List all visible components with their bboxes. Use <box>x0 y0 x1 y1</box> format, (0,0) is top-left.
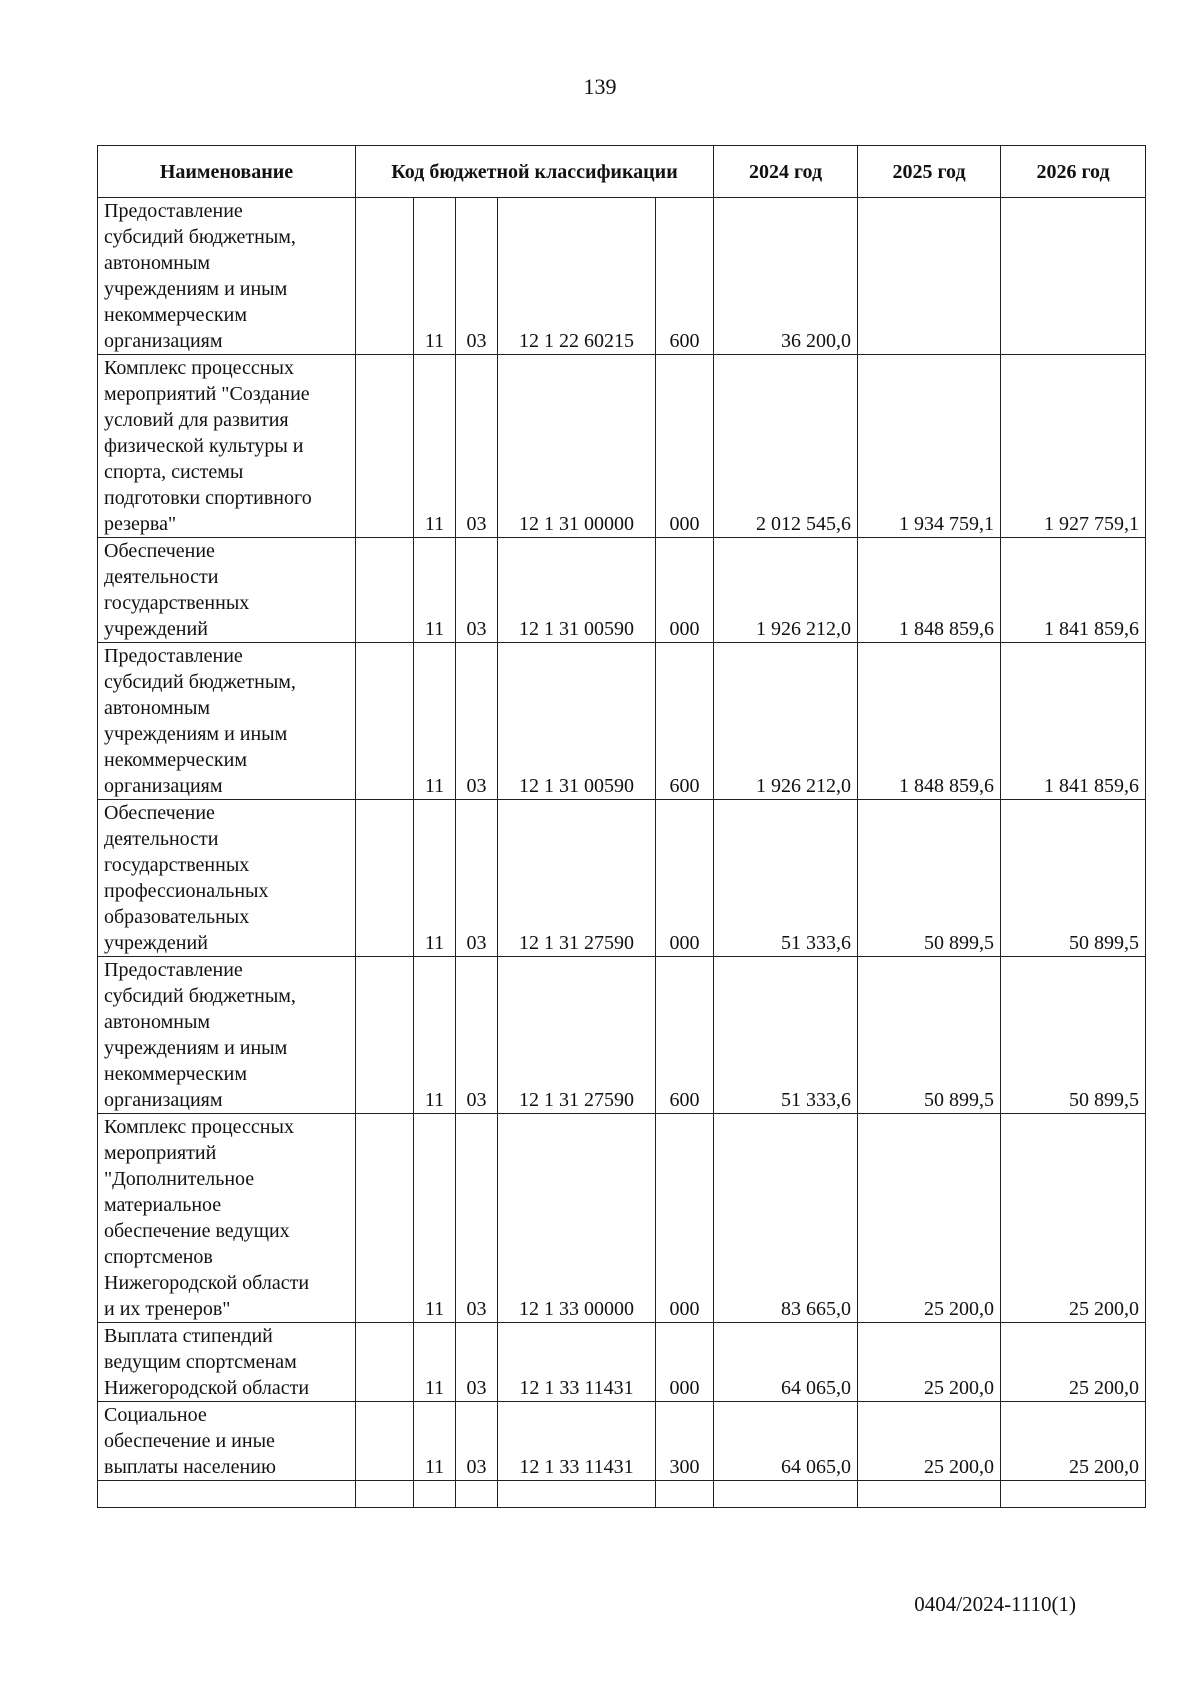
row-name-line: Предоставление <box>104 645 243 667</box>
row-name-line: и их тренеров" <box>104 1298 231 1320</box>
row-name-line: "Дополнительное <box>104 1168 255 1190</box>
value-2025: 50 899,5 <box>858 957 1001 1114</box>
row-name-line: Комплекс процессных <box>104 1116 294 1138</box>
row-name-line: мероприятий <box>104 1142 217 1164</box>
table-row <box>98 1402 1146 1481</box>
target-article-code: 12 1 31 00000 <box>498 355 656 538</box>
blank-cell <box>714 1481 858 1508</box>
table-row <box>98 957 1146 1114</box>
expense-type-code: 000 <box>656 800 714 957</box>
section-code: 11 <box>414 198 456 355</box>
value-2025: 1 848 859,6 <box>858 643 1001 800</box>
subsection-code: 03 <box>456 800 498 957</box>
row-name-line: Комплекс процессных <box>104 357 294 379</box>
value-2025: 25 200,0 <box>858 1402 1001 1481</box>
row-name-line: материальное <box>104 1194 222 1216</box>
value-2024: 83 665,0 <box>714 1114 858 1323</box>
blank-cell <box>1001 1481 1146 1508</box>
row-name-line: государственных <box>104 592 250 614</box>
row-name-line: деятельности <box>104 566 219 588</box>
row-name <box>98 355 356 538</box>
blank-row <box>98 1481 1146 1508</box>
target-article-code: 12 1 33 00000 <box>498 1114 656 1323</box>
value-2026: 1 927 759,1 <box>1001 355 1146 538</box>
spacer-cell <box>356 355 414 538</box>
row-name-line: Социальное <box>104 1404 207 1426</box>
expense-type-code: 300 <box>656 1402 714 1481</box>
blank-cell <box>656 1481 714 1508</box>
section-code: 11 <box>414 800 456 957</box>
value-2026: 25 200,0 <box>1001 1114 1146 1323</box>
row-name-line: условий для развития <box>104 409 289 431</box>
value-2024: 36 200,0 <box>714 198 858 355</box>
value-2025: 50 899,5 <box>858 800 1001 957</box>
row-name-line: учреждениям и иным <box>104 723 288 745</box>
section-code: 11 <box>414 643 456 800</box>
section-code: 11 <box>414 538 456 643</box>
row-name-line: автономным <box>104 252 211 274</box>
table-row <box>98 800 1146 957</box>
table-body <box>98 198 1146 1508</box>
row-name-line: субсидий бюджетным, <box>104 671 296 693</box>
row-name <box>98 1323 356 1402</box>
row-name <box>98 1114 356 1323</box>
row-name-line: спортсменов <box>104 1246 213 1268</box>
row-name <box>98 643 356 800</box>
value-2025: 25 200,0 <box>858 1114 1001 1323</box>
row-name-line: профессиональных <box>104 880 269 902</box>
table-row <box>98 1114 1146 1323</box>
subsection-code: 03 <box>456 1323 498 1402</box>
blank-cell <box>456 1481 498 1508</box>
row-name-line: физической культуры и <box>104 435 304 457</box>
header-2025: 2025 год <box>858 146 1001 198</box>
subsection-code: 03 <box>456 643 498 800</box>
row-name-line: спорта, системы <box>104 461 244 483</box>
table-row <box>98 643 1146 800</box>
target-article-code: 12 1 31 00590 <box>498 643 656 800</box>
header-2024: 2024 год <box>714 146 858 198</box>
expense-type-code: 000 <box>656 1114 714 1323</box>
target-article-code: 12 1 31 27590 <box>498 957 656 1114</box>
row-name-line: Предоставление <box>104 959 243 981</box>
row-name-line: резерва" <box>104 513 177 535</box>
row-name-line: автономным <box>104 697 211 719</box>
target-article-code: 12 1 22 60215 <box>498 198 656 355</box>
value-2024: 51 333,6 <box>714 957 858 1114</box>
value-2026: 1 841 859,6 <box>1001 538 1146 643</box>
value-2024: 1 926 212,0 <box>714 538 858 643</box>
target-article-code: 12 1 31 00590 <box>498 538 656 643</box>
spacer-cell <box>356 1114 414 1323</box>
expense-type-code: 000 <box>656 355 714 538</box>
expense-type-code: 600 <box>656 198 714 355</box>
table-row <box>98 538 1146 643</box>
row-name-line: учреждениям и иным <box>104 278 288 300</box>
blank-cell <box>498 1481 656 1508</box>
subsection-code: 03 <box>456 1402 498 1481</box>
value-2026: 1 841 859,6 <box>1001 643 1146 800</box>
section-code: 11 <box>414 1114 456 1323</box>
table-row <box>98 355 1146 538</box>
value-2026: 50 899,5 <box>1001 800 1146 957</box>
row-name-line: подготовки спортивного <box>104 487 312 509</box>
expense-type-code: 600 <box>656 957 714 1114</box>
row-name-line: организациям <box>104 330 223 352</box>
row-name-line: Обеспечение <box>104 802 215 824</box>
row-name <box>98 538 356 643</box>
table-row <box>98 1323 1146 1402</box>
value-2025 <box>858 198 1001 355</box>
document-code: 0404/2024-1110(1) <box>914 1592 1076 1616</box>
page-number: 139 <box>583 74 617 99</box>
row-name-line: Обеспечение <box>104 540 215 562</box>
row-name-line: некоммерческим <box>104 749 247 771</box>
row-name-line: организациям <box>104 1089 223 1111</box>
row-name-line: Выплата стипендий <box>104 1325 273 1347</box>
row-name-line: некоммерческим <box>104 1063 247 1085</box>
blank-cell <box>414 1481 456 1508</box>
expense-type-code: 600 <box>656 643 714 800</box>
spacer-cell <box>356 800 414 957</box>
spacer-cell <box>356 957 414 1114</box>
subsection-code: 03 <box>456 957 498 1114</box>
subsection-code: 03 <box>456 355 498 538</box>
value-2025: 1 848 859,6 <box>858 538 1001 643</box>
section-code: 11 <box>414 355 456 538</box>
section-code: 11 <box>414 957 456 1114</box>
value-2026: 25 200,0 <box>1001 1323 1146 1402</box>
value-2025: 1 934 759,1 <box>858 355 1001 538</box>
table-row <box>98 198 1146 355</box>
table-header-row <box>98 146 1146 198</box>
row-name-line: Предоставление <box>104 200 243 222</box>
header-2026: 2026 год <box>1001 146 1146 198</box>
subsection-code: 03 <box>456 1114 498 1323</box>
section-code: 11 <box>414 1323 456 1402</box>
subsection-code: 03 <box>456 538 498 643</box>
row-name-line: учреждений <box>104 618 208 640</box>
spacer-cell <box>356 643 414 800</box>
target-article-code: 12 1 31 27590 <box>498 800 656 957</box>
section-code: 11 <box>414 1402 456 1481</box>
budget-table <box>97 145 1146 1508</box>
row-name-line: субсидий бюджетным, <box>104 985 296 1007</box>
row-name-line: автономным <box>104 1011 211 1033</box>
value-2026: 25 200,0 <box>1001 1402 1146 1481</box>
target-article-code: 12 1 33 11431 <box>498 1323 656 1402</box>
spacer-cell <box>356 198 414 355</box>
row-name <box>98 1402 356 1481</box>
row-name-line: мероприятий "Создание <box>104 383 310 405</box>
row-name-line: обеспечение ведущих <box>104 1220 290 1242</box>
spacer-cell <box>356 1323 414 1402</box>
row-name-line: учреждениям и иным <box>104 1037 288 1059</box>
spacer-cell <box>356 1402 414 1481</box>
value-2026 <box>1001 198 1146 355</box>
row-name-line: Нижегородской области <box>104 1377 310 1399</box>
row-name <box>98 957 356 1114</box>
row-name-line: государственных <box>104 854 250 876</box>
target-article-code: 12 1 33 11431 <box>498 1402 656 1481</box>
row-name-line: образовательных <box>104 906 250 928</box>
row-name-line: учреждений <box>104 932 208 954</box>
row-name-line: Нижегородской области <box>104 1272 310 1294</box>
blank-cell <box>356 1481 414 1508</box>
header-code: Код бюджетной классификации <box>356 146 714 198</box>
header-name: Наименование <box>98 146 356 198</box>
value-2024: 51 333,6 <box>714 800 858 957</box>
row-name-line: деятельности <box>104 828 219 850</box>
value-2025: 25 200,0 <box>858 1323 1001 1402</box>
expense-type-code: 000 <box>656 538 714 643</box>
value-2024: 2 012 545,6 <box>714 355 858 538</box>
spacer-cell <box>356 538 414 643</box>
value-2024: 64 065,0 <box>714 1323 858 1402</box>
row-name <box>98 198 356 355</box>
subsection-code: 03 <box>456 198 498 355</box>
row-name <box>98 800 356 957</box>
row-name-line: некоммерческим <box>104 304 247 326</box>
expense-type-code: 000 <box>656 1323 714 1402</box>
blank-cell <box>98 1481 356 1508</box>
row-name-line: ведущим спортсменам <box>104 1351 297 1373</box>
row-name-line: организациям <box>104 775 223 797</box>
value-2024: 1 926 212,0 <box>714 643 858 800</box>
blank-cell <box>858 1481 1001 1508</box>
value-2024: 64 065,0 <box>714 1402 858 1481</box>
row-name-line: субсидий бюджетным, <box>104 226 296 248</box>
row-name-line: обеспечение и иные <box>104 1430 275 1452</box>
value-2026: 50 899,5 <box>1001 957 1146 1114</box>
row-name-line: выплаты населению <box>104 1456 276 1478</box>
